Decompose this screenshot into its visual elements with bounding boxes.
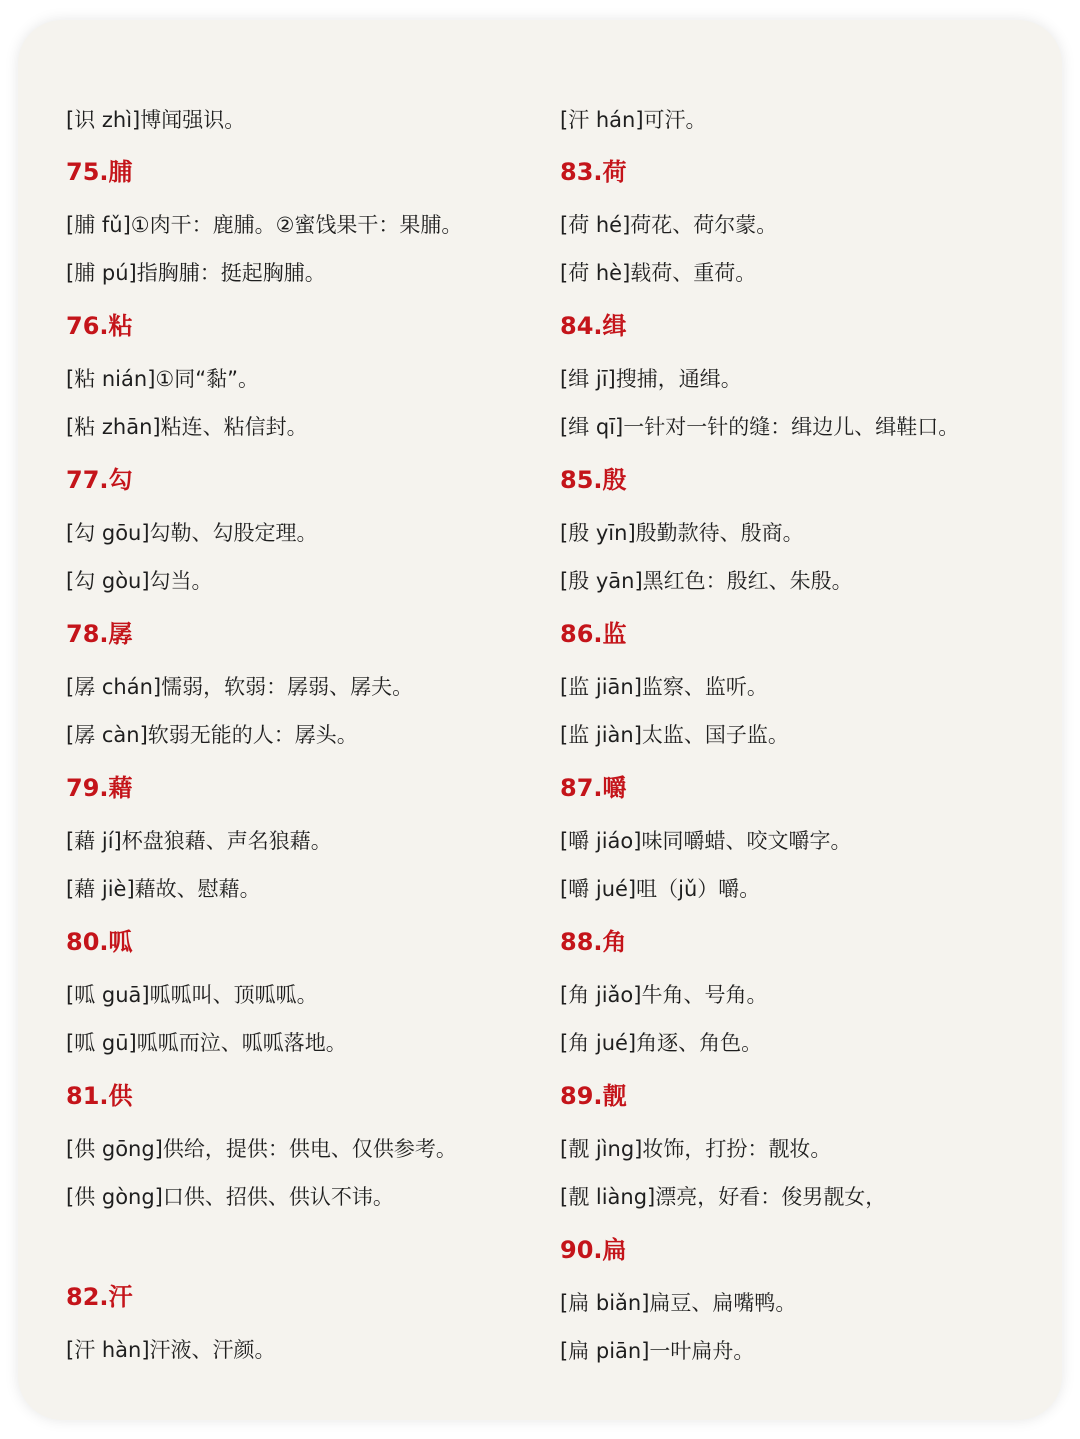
entry-line: [角 jiǎo]牛角、号角。	[560, 983, 768, 1007]
entry-line: [脯 pú]指胸脯：挺起胸脯。	[66, 261, 326, 285]
document-page	[18, 20, 1062, 1420]
entry-line: [荷 hè]载荷、重荷。	[560, 261, 757, 285]
character-heading: 79.藉	[66, 774, 133, 802]
entry-line: [供 gòng]口供、招供、供认不讳。	[66, 1185, 394, 1209]
character-heading: 88.角	[560, 928, 627, 956]
character-heading: 77.勾	[66, 466, 133, 494]
entry-line: [勾 gòu]勾当。	[66, 569, 213, 593]
entry-line: [监 jiàn]太监、国子监。	[560, 723, 789, 747]
character-heading: 76.粘	[66, 312, 133, 340]
character-heading: 84.缉	[560, 312, 627, 340]
character-heading: 87.嚼	[560, 774, 627, 802]
entry-line: [扁 piān]一叶扁舟。	[560, 1339, 755, 1363]
entry-line: [呱 guā]呱呱叫、顶呱呱。	[66, 983, 318, 1007]
entry-line: [孱 càn]软弱无能的人：孱头。	[66, 723, 358, 747]
entry-line: [靓 liàng]漂亮，好看：俊男靓女，	[560, 1185, 887, 1209]
entry-line: [汗 hàn]汗液、汗颜。	[66, 1338, 276, 1362]
character-heading: 81.供	[66, 1082, 133, 1110]
entry-line: [殷 yān]黑红色：殷红、朱殷。	[560, 569, 853, 593]
entry-line: [扁 biǎn]扁豆、扁嘴鸭。	[560, 1291, 797, 1315]
character-heading: 75.脯	[66, 158, 133, 186]
entry-line: [藉 jí]杯盘狼藉、声名狼藉。	[66, 829, 332, 853]
entry-line: [嚼 jiáo]味同嚼蜡、咬文嚼字。	[560, 829, 852, 853]
entry-line: [粘 nián]①同“黏”。	[66, 367, 259, 391]
character-heading: 90.扁	[560, 1236, 627, 1264]
character-heading: 82.汗	[66, 1283, 133, 1311]
character-heading: 89.靓	[560, 1082, 627, 1110]
character-heading: 85.殷	[560, 466, 627, 494]
character-heading: 86.监	[560, 620, 627, 648]
entry-line: [孱 chán]懦弱，软弱：孱弱、孱夫。	[66, 675, 414, 699]
entry-line: [角 jué]角逐、角色。	[560, 1031, 763, 1055]
character-heading: 78.孱	[66, 620, 133, 648]
entry-line: [荷 hé]荷花、荷尔蒙。	[560, 213, 778, 237]
entry-line: [殷 yīn]殷勤款待、殷商。	[560, 521, 804, 545]
entry-line: [藉 jiè]藉故、慰藉。	[66, 877, 261, 901]
character-heading: 80.呱	[66, 928, 133, 956]
entry-line: [缉 qī]一针对一针的缝：缉边儿、缉鞋口。	[560, 415, 960, 439]
entry-line: [识 zhì]博闻强识。	[66, 108, 246, 132]
entry-line: [呱 gū]呱呱而泣、呱呱落地。	[66, 1031, 347, 1055]
entry-line: [粘 zhān]粘连、粘信封。	[66, 415, 308, 439]
entry-line: [靓 jìng]妆饰，打扮：靓妆。	[560, 1137, 832, 1161]
entry-line: [监 jiān]监察、监听。	[560, 675, 768, 699]
entry-line: [供 gōng]供给，提供：供电、仅供参考。	[66, 1137, 457, 1161]
entry-line: [汗 hán]可汗。	[560, 108, 707, 132]
entry-line: [勾 gōu]勾勒、勾股定理。	[66, 521, 318, 545]
entry-line: [嚼 jué]咀（jǔ）嚼。	[560, 877, 761, 901]
entry-line: [缉 jī]搜捕，通缉。	[560, 367, 742, 391]
character-heading: 83.荷	[560, 158, 627, 186]
entry-line: [脯 fǔ]①肉干：鹿脯。②蜜饯果干：果脯。	[66, 213, 463, 237]
